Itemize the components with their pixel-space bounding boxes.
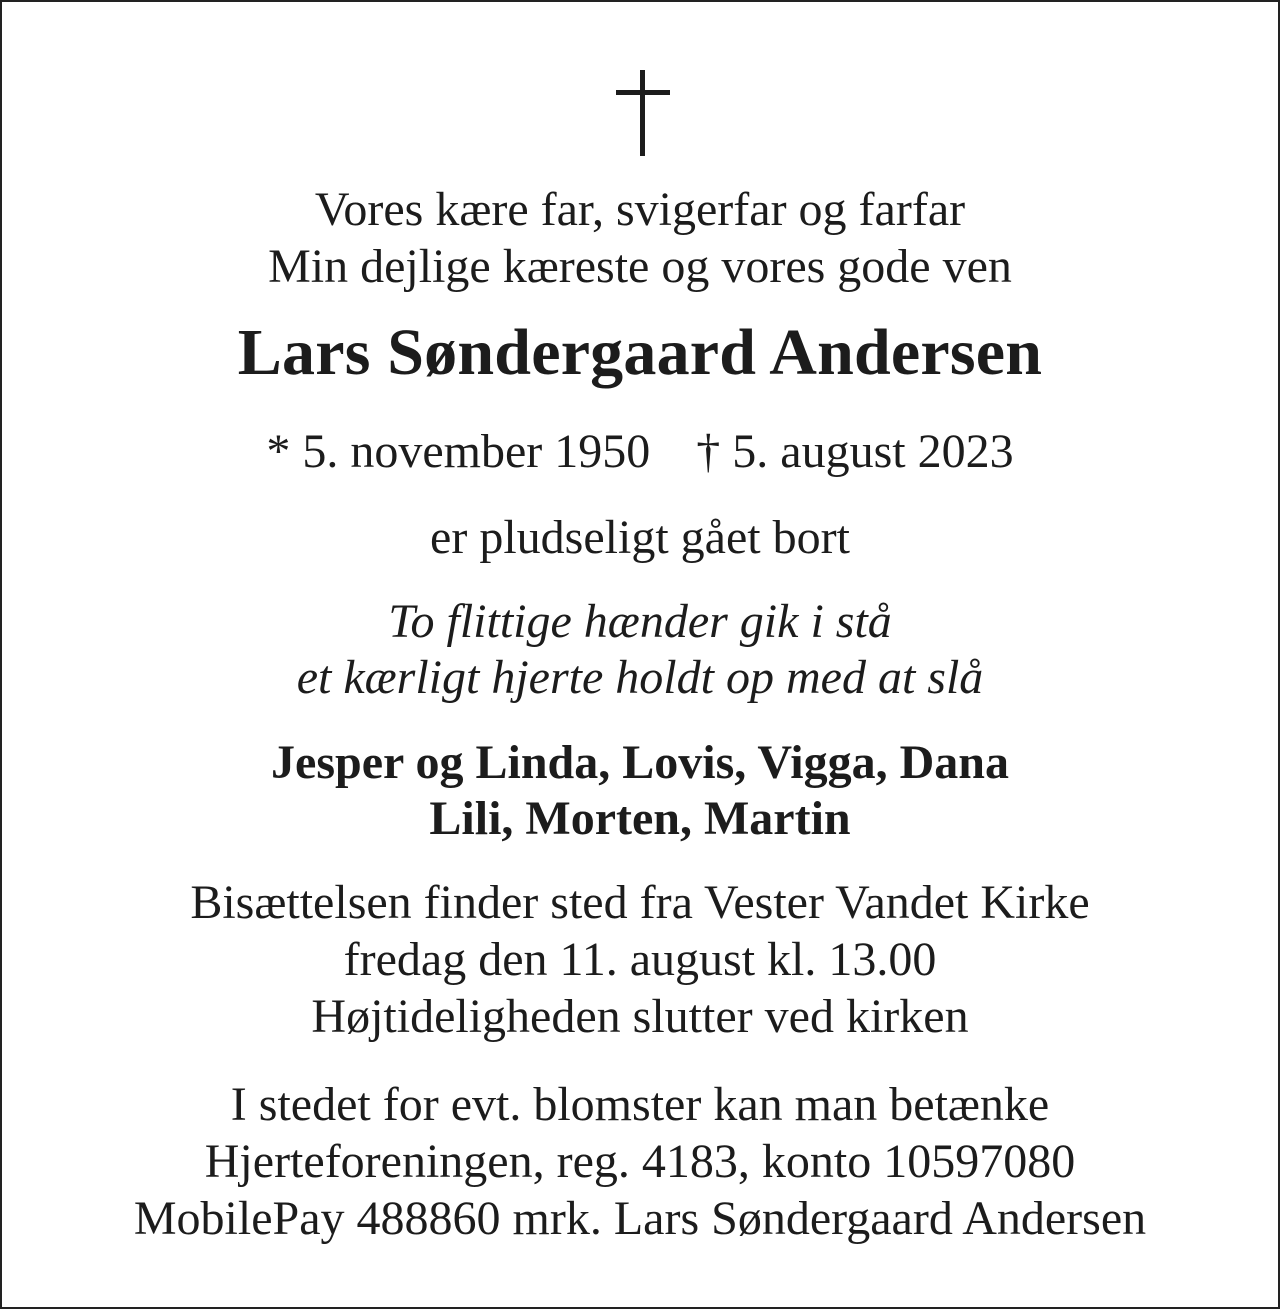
funeral-line-1: Bisættelsen finder sted fra Vester Vandet Kirke	[190, 876, 1090, 929]
verse-line-2: et kærligt hjerte holdt op med at slå	[296, 651, 984, 704]
deceased-name: Lars Søndergaard Andersen	[237, 316, 1043, 389]
family-line-1: Jesper og Linda, Lovis, Vigga, Dana	[271, 736, 1009, 789]
passing-text: er pludseligt gået bort	[430, 511, 850, 564]
death-date: † 5. august 2023	[696, 425, 1014, 478]
verse-line-1: To flittige hænder gik i stå	[388, 595, 892, 648]
funeral-line-3: Højtideligheden slutter ved kirken	[311, 990, 969, 1043]
family-line-2: Lili, Morten, Martin	[429, 792, 851, 845]
intro-line-2: Min dejlige kæreste og vores gode ven	[268, 240, 1012, 293]
life-dates	[2, 425, 1278, 478]
cross-icon	[615, 70, 671, 156]
donation-line-2: Hjerteforeningen, reg. 4183, konto 10597080	[204, 1135, 1076, 1188]
donation-line-1: I stedet for evt. blomster kan man betænke	[230, 1078, 1050, 1131]
donation-line-3: MobilePay 488860 mrk. Lars Søndergaard Andersen	[133, 1192, 1147, 1245]
birth-date: * 5. november 1950	[266, 425, 651, 478]
funeral-line-2: fredag den 11. august kl. 13.00	[343, 933, 937, 986]
intro-line-1: Vores kære far, svigerfar og farfar	[314, 183, 966, 236]
